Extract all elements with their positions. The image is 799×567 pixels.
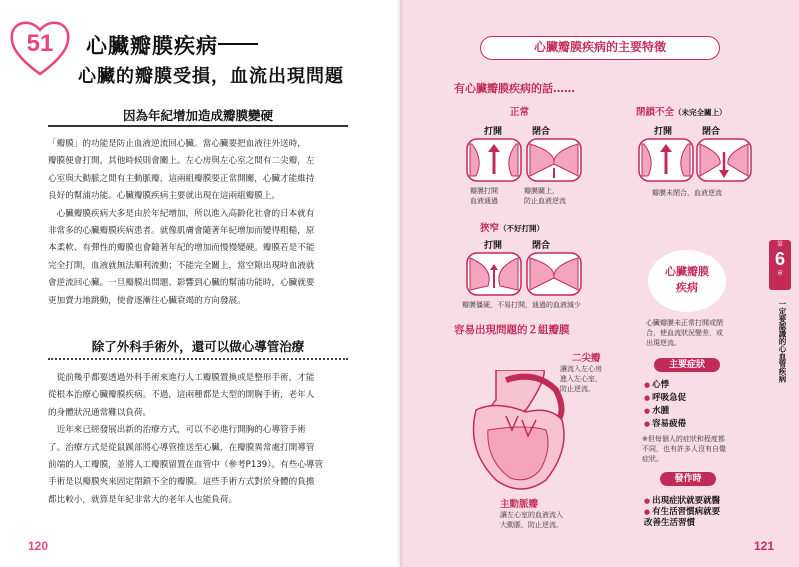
- text-line: 「瓣膜」的功能是防止血液逆流回心臟。當心臟要把血液往外送時，: [48, 139, 306, 149]
- title-dash: [218, 43, 258, 45]
- right-page: [400, 0, 799, 567]
- mitral-note: 讓流入左心房 進入左心室， 防止逆流。: [560, 365, 602, 393]
- page-number-right: 121: [754, 539, 775, 553]
- stenosis-label-main: 狹窄: [480, 223, 500, 234]
- normal-closed-note: 瓣膜關上， 防止血液逆流: [524, 187, 566, 205]
- regurg-label-main: 閉鎖不全: [636, 107, 675, 118]
- disease-description: 心臟瓣膜未正常打開或閉 合，使血流狀況變差，或 出現逆流。: [646, 319, 723, 347]
- text-line: 良好的幫浦功能。心臟瓣膜疾病主要就出現在這兩組瓣膜上。: [48, 191, 281, 202]
- symptoms-label: 主要症狀: [654, 358, 720, 372]
- normal-open-valve-icon: [466, 138, 522, 182]
- text-line: 手術是以瓣膜夾來固定閉鎖不全的瓣膜。這些手術方式對於身體的負擔: [48, 477, 315, 488]
- book-gutter: [396, 0, 404, 567]
- section-1-body: [48, 136, 348, 310]
- normal-label: 正常: [510, 107, 530, 118]
- normal-open-note: 瓣膜打開 血液通過: [470, 187, 498, 205]
- aortic-note: 讓左心室的血液流入 大動脈，防止逆流。: [500, 511, 563, 529]
- mitral-label: 二尖瓣: [572, 353, 601, 364]
- stenosis-closed-valve-icon: [526, 252, 582, 296]
- text-line: 非常多的心臟瓣膜疾病患者。就像肌膚會隨著年紀增加而變得粗糙，原: [48, 226, 315, 237]
- text-line: 了。治療方式是從鼠蹊部將心導管推送至心臟，在瓣膜異常處打開導管: [48, 442, 315, 453]
- stenosis-open-valve-icon: [466, 252, 522, 296]
- normal-open-label: 打開: [484, 127, 503, 137]
- text-line: 本柔軟、有彈性的瓣膜也會隨著年紀的增加而慢慢變硬。瓣膜若是不能: [48, 243, 315, 254]
- disease-name-badge: [648, 250, 726, 312]
- stenosis-note: 瓣膜僵硬，不易打開，通過的血液減少: [462, 301, 581, 309]
- aortic-label: 主動脈瓣: [500, 499, 539, 510]
- onset-item: ● 出現症狀就要就醫: [644, 494, 720, 506]
- features-subtitle: 有心臟瓣膜疾病的話……: [454, 82, 575, 95]
- text-line: 瓣膜便會打開，其他時候則會關上。左心房與左心室之間有二尖瓣，左: [48, 156, 315, 167]
- text-line: 心臟瓣膜疾病大多是由於年紀增加，所以進入高齡化社會的日本就有: [48, 208, 315, 219]
- text-line: 完全打開，血液就無法順利流動；不能完全關上，當空隙出現時血液就: [48, 260, 315, 271]
- page-title: 心臟瓣膜疾病: [86, 34, 218, 58]
- symptom-item: ● 心悸: [644, 378, 669, 390]
- symptom-item: ● 水腫: [644, 404, 669, 416]
- text-line: 的身體狀況通常難以負荷。: [48, 407, 152, 418]
- symptoms-note: ※但每個人的症狀和程度都 不同，也有許多人沒有自覺 症狀。: [642, 435, 726, 463]
- section-rule-1: [48, 125, 348, 127]
- stenosis-label-sub: （不好打開）: [499, 224, 545, 233]
- chapter-prefix: 第: [776, 241, 783, 248]
- normal-closed-label: 閉合: [532, 127, 551, 137]
- onset-label: 發作時: [660, 472, 716, 486]
- chapter-suffix: 章: [776, 270, 783, 277]
- two-valves-title: 容易出現問題的２組瓣膜: [454, 324, 570, 336]
- text-line: 都比較小，就算是年紀非常大的老年人也能負荷。: [48, 494, 238, 505]
- page-subtitle: 心臟的瓣膜受損，血流出現問題: [78, 66, 344, 87]
- chapter-item-number: 51: [26, 30, 54, 57]
- regurg-closed-valve-icon: [696, 138, 752, 182]
- text-line: 更加賣力地跳動，使會逐漸往心臟衰竭的方向發展。: [48, 295, 246, 306]
- text-line: 前端的人工瓣膜，並將人工瓣膜留置在血管中（參考P139）。有些心導管: [48, 460, 324, 471]
- text-line: 心室與大動脈之間有主動脈瓣，這兩組瓣膜要正常開關，心臟才能維持: [48, 173, 315, 184]
- chapter-number: 6: [774, 249, 785, 269]
- regurg-note: 瓣膜未閉合，血液逆流: [652, 189, 722, 197]
- symptom-item: ● 呼吸急促: [644, 391, 686, 403]
- section-rule-2: [48, 358, 348, 360]
- section-heading-2: 除了外科手術外，還可以做心導管治療: [91, 339, 305, 354]
- onset-item: ● 有生活習慣病就要 改善生活習慣: [644, 507, 720, 529]
- symptom-item: ● 容易疲倦: [644, 417, 686, 429]
- regurg-label-sub: （未完全關上）: [674, 108, 727, 117]
- features-banner: 心臟瓣膜疾病的主要特徵: [480, 36, 720, 60]
- regurg-open-valve-icon: [638, 138, 694, 182]
- stenosis-open-label: 打開: [484, 241, 503, 251]
- regurg-closed-label: 閉合: [702, 127, 721, 137]
- normal-closed-valve-icon: [526, 138, 582, 182]
- chapter-title-vertical: 一定要認識的心血管疾病: [778, 300, 787, 383]
- regurg-label: [636, 104, 727, 118]
- section-heading-1: 因為年紀增加造成瓣膜變硬: [122, 108, 273, 123]
- chapter-tab: [769, 240, 791, 290]
- text-line: 會逆流回心臟。一旦瓣膜出問題、影響到心臟的幫浦功能時，心臟就要: [48, 278, 315, 289]
- text-line: 近年來已經發展出新的治療方式，可以不必進行開胸的心導管手術: [48, 425, 306, 436]
- text-line: 從前幾乎都要透過外科手術來進行人工瓣膜置換或是整形手術，才能: [48, 373, 315, 383]
- disease-name-line2: 疾病: [676, 281, 698, 294]
- disease-name-line1: 心臟瓣膜: [665, 265, 709, 278]
- text-line: 從根本治療心臟瓣膜疾病。不過，這兩種都是大型的開胸手術，老年人: [48, 390, 315, 401]
- section-2-body: [48, 370, 348, 509]
- stenosis-label: [480, 220, 544, 234]
- regurg-open-label: 打開: [654, 127, 673, 137]
- stenosis-closed-label: 閉合: [532, 241, 551, 251]
- page-number-left: 120: [28, 539, 49, 553]
